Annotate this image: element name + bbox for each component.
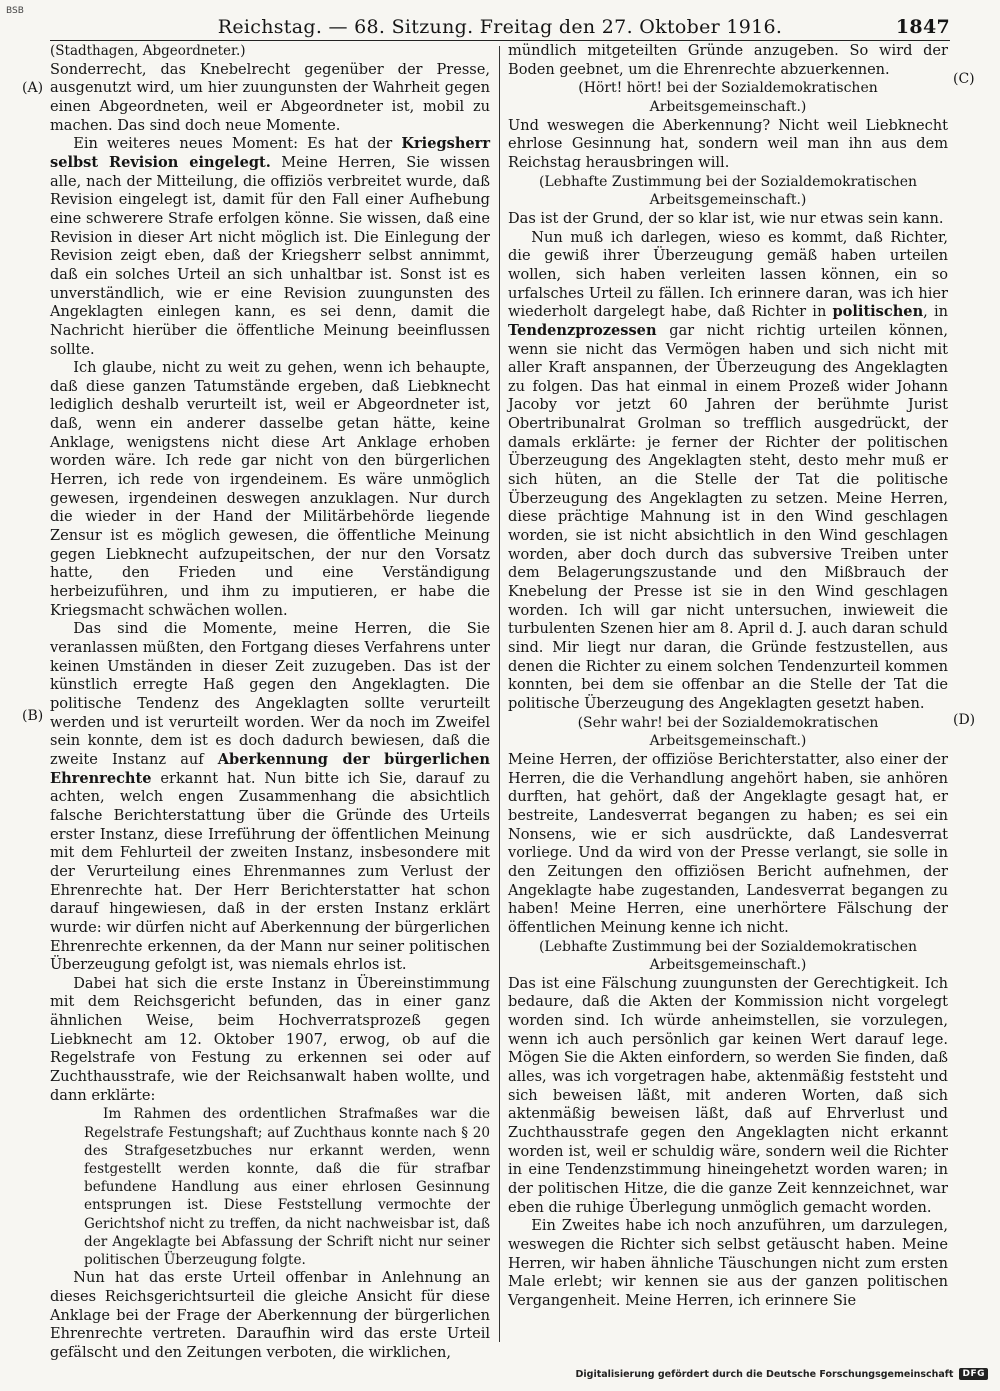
paragraph: Nun muß ich darlegen, wieso es kommt, daß Richter, die gewiß ihrer Überzeugung gemäß haben urteilen wollen, sich haben verleiten lassen können, ein so urfalsches Urteil zu fällen. Ich erinnere daran, was ich hier wiederholt dargelegt habe, daß Richter in politischen, in Tendenzprozessen gar nicht richtig urteilen können, wenn sie nicht das Vermögen haben und sich nicht mit aller Kraft anspannen, der Überzeugung des Angeklagten zu folgen. Das hat einmal in einem Prozeß wider Johann Jacoby vor jetzt 60 Jahren der berühmte Jurist Obertribunalrat Grolman so trefflich ausgedrückt, der damals erklärte: je ferner der Richter der politischen Überzeugung des Angeklagten steht, desto mehr muß er sich hüten, an die Stelle der Tat die politische Überzeugung des Angeklagten zu setzen. Meine Herren, diese prächtige Mahnung ist in den Wind geschlagen worden, sie ist nicht absichtlich in den Wind geschlagen worden, aber doch durch das subversive Treiben unter dem Belagerungszustande und den Mißbrauch der Knebelung der Presse ist sie in den Wind geschlagen worden. Ich will gar nicht untersuchen, inwieweit die turbulenten Szenen hier am 8. April d. J. auch daran schuld sind. Mir liegt nur daran, die Gründe festzustellen, aus denen die Richter zu einem solchen Tendenzurteil kommen konnten, bei dem sie offenbar an die Stelle der Tat die politische Überzeugung des Angeklagten gesetzt haben. bbox=[508, 228, 948, 712]
paragraph: mündlich mitgeteilten Gründe anzugeben. So wird der Boden geebnet, um die Ehrenrechte abzuerkennen. bbox=[508, 42, 948, 78]
emphasis: Aberkennung der bürgerlichen Ehrenrechte bbox=[50, 750, 490, 787]
footer-credit: Digitalisierung gefördert durch die Deutsche Forschungsgemeinschaft bbox=[575, 1368, 954, 1380]
column-divider bbox=[499, 46, 500, 1342]
paragraph: Das ist eine Fälschung zuungunsten der Gerechtigkeit. Ich bedaure, daß die Akten der Kommission nicht vorgelegt worden sind. Ich würde anheimstellen, sie vorzulegen, wenn ich auch persönlich gar keinen Wert darauf lege. Mögen Sie die Akten einfordern, so werden Sie finden, daß alles, was ich vorgetragen habe, aktenmäßig feststeht und sich beweisen läßt, mit anderen Worten, daß sich aktenmäßig beweisen läßt, daß auf Ehrverlust und Zuchthausstrafe gegen den Angeklagten nicht erkannt worden ist, weil er schuldig wäre, sondern weil die Richter in eine Tendenzstimmung hineingehetzt worden waren; in der politischen Hitze, die die ganze Zeit kennzeichnet, war eben die ruhige Überlegung unmöglich gemacht worden. bbox=[508, 974, 948, 1216]
margin-marker-b: (B) bbox=[22, 708, 44, 724]
emphasis: politischen bbox=[832, 303, 924, 321]
dfg-logo: DFG bbox=[959, 1368, 988, 1380]
paragraph: Ich glaube, nicht zu weit zu gehen, wenn ich behaupte, daß diese ganzen Tatumstände ergeben, daß Liebknecht lediglich deshalb verurteilt ist, weil er Abgeordneter ist, daß, wenn ein anderer dasselbe getan hätte, keine Anklage, wenigstens nicht diese Art Anklage erhoben worden wäre. Ich rede gar nicht von den bürgerlichen Herren, ich rede von irgendeinem. Es wäre unmöglich gewesen, irgendeinen deswegen anzuklagen. Nur durch die wieder in der Hand der Militärbehörde liegende Zensur ist es möglich gewesen, die öffentliche Meinung gegen Liebknecht aufzupeitschen, der nur den Vorsatz hatte, den Frieden und eine Verständigung herbeizuführen, und ihm zu imputieren, er habe die Kriegsmacht schwächen wollen. bbox=[50, 359, 490, 619]
page-number: 1847 bbox=[895, 16, 950, 38]
interjection: (Lebhafte Zustimmung bei der Sozialdemokratischen Arbeitsgemeinschaft.) bbox=[538, 938, 918, 974]
right-column bbox=[508, 42, 948, 1342]
margin-marker-d: (D) bbox=[953, 712, 976, 728]
paragraph: Und weswegen die Aberkennung? Nicht weil Liebknecht ehrlose Gesinnung hat, sondern weil man ihn aus dem Reichstag herausbringen will. bbox=[508, 116, 948, 171]
paragraph: Das sind die Momente, meine Herren, die Sie veranlassen müßten, den Fortgang dieses Verfahrens unter keinen Umständen in dieser Zeit zuzugeben. Das ist der künstlich erregte Haß gegen den Angeklagten. Die politische Tendenz des Angeklagten sollte verurteilt werden und ist verurteilt worden. Wer da noch im Zweifel sein konnte, dem ist es doch dadurch bewiesen, daß die zweite Instanz auf Aberkennung der bürgerlichen Ehrenrechte erkannt hat. Nun bitte ich Sie, darauf zu achten, welch engen Zusammenhang die absichtlich falsche Berichterstattung über die Gründe des Urteils erster Instanz, diese Irreführung der öffentlichen Meinung mit dem Fehlurteil der zweiten Instanz, insbesondere mit der Verurteilung eines Ehrenmannes zum Verlust der Ehrenrechte hat. Der Herr Berichterstatter hat schon darauf hingewiesen, daß in der ersten Instanz erklärt wurde: wir dürfen nicht auf Aberkennung der bürgerlichen Ehrenrechte erkennen, da der Mann nur seiner politischen Überzeugung gefolgt ist, was niemals ehrlos ist. bbox=[50, 620, 490, 974]
paragraph: Sonderrecht, das Knebelrecht gegenüber der Presse, ausgenutzt wird, um hier zuungunsten der Wahrheit gegen einen Abgeordneten, weil er Abgeordneter ist, mobil zu machen. Das sind doch neue Momente. bbox=[50, 60, 490, 134]
running-title: Reichstag. — 68. Sitzung. Freitag den 27. Oktober 1916. bbox=[217, 16, 783, 38]
library-stamp: BSB bbox=[6, 6, 24, 16]
paragraph: Nun hat das erste Urteil offenbar in Anlehnung an dieses Reichsgerichtsurteil die gleiche Ansicht für diese Anklage bei der Frage der Aberkennung der bürgerlichen Ehrenrechte vertreten. Daraufhin wird das erste Urteil gefälscht und den Zeitungen verboten, die wirklichen, bbox=[50, 1269, 490, 1361]
left-column bbox=[50, 42, 490, 1361]
margin-marker-a: (A) bbox=[22, 80, 44, 96]
block-quote: Im Rahmen des ordentlichen Strafmaßes war die Regelstrafe Festungshaft; auf Zuchthaus konnte nach § 20 des Strafgesetzbuches nur erkannt werden, wenn festgestellt werden konnte, daß die für strafbar befundene Handlung aus einer ehrlosen Gesinnung entsprungen ist. Diese Feststellung vermochte der Gerichtshof nicht zu treffen, da nicht nachweisbar ist, daß der Angeklagte bei Abfassung der Schrift nicht nur seiner politischen Überzeugung folgte. bbox=[84, 1106, 490, 1269]
paragraph: Meine Herren, der offiziöse Berichterstatter, also einer der Herren, die die Verhandlung angehört haben, sie anhören durften, hat gehört, daß der Angeklagte gesagt hat, er bestreite, Landesverrat begangen zu haben; es sei ein Nonsens, wie er sich ausdrückte, daß Landesverrat vorliege. Und da wird von der Presse verlangt, sie solle in den Zeitungen den offiziösen Bericht aufnehmen, der Angeklagte habe zugestanden, Landesverrat begangen zu haben! Meine Herren, eine unerhörtere Fälschung der öffentlichen Meinung kenne ich nicht. bbox=[508, 750, 948, 936]
margin-marker-c: (C) bbox=[953, 71, 975, 87]
paragraph: Dabei hat sich die erste Instanz in Übereinstimmung mit dem Reichsgericht befunden, das in einer ganz ähnlichen Weise, beim Hochverratsprozeß gegen Liebknecht am 12. Oktober 1907, erwog, ob auf die Regelstrafe von Festung zu erkennen sei oder auf Zuchthausstrafe, wie der Reichsanwalt haben wollte, und dann erklärte: bbox=[50, 974, 490, 1104]
paragraph: Ein Zweites habe ich noch anzuführen, um darzulegen, weswegen die Richter sich selbst getäuscht haben. Meine Herren, wir haben ähnliche Täuschungen nicht zum ersten Male erlebt; wir kennen sie aus der ganzen politischen Vergangenheit. Meine Herren, ich erinnere Sie bbox=[508, 1217, 948, 1309]
paragraph: Ein weiteres neues Moment: Es hat der Kriegsherr selbst Revision eingelegt. Meine Herren, Sie wissen alle, nach der Mitteilung, die offiziös verbreitet wurde, daß Revision eingelegt ist, damit für den Fall einer Aufhebung eine schwerere Strafe erfolgen könne. Sie wissen, daß eine Revision in dieser Art nicht möglich ist. Die Einlegung der Revision zeigt eben, daß der Kriegsherr selbst annimmt, daß ein solches Urteil an sich unhaltbar ist. Sonst ist es unverständlich, wie er eine Revision zuungunsten des Angeklagten einlegen kann, es sei denn, damit die Nachricht hierüber die öffentliche Meinung beeinflussen sollte. bbox=[50, 135, 490, 358]
emphasis: Kriegsherr selbst Revision eingelegt. bbox=[50, 135, 490, 171]
digitization-footer bbox=[576, 1365, 989, 1383]
speaker-attribution: (Stadthagen, Abgeordneter.) bbox=[50, 43, 246, 59]
paragraph: Das ist der Grund, der so klar ist, wie nur etwas sein kann. bbox=[508, 209, 944, 227]
interjection: (Hört! hört! bei der Sozialdemokratischen Arbeitsgemeinschaft.) bbox=[578, 80, 878, 115]
interjection: (Sehr wahr! bei der Sozialdemokratischen Arbeitsgemeinschaft.) bbox=[577, 714, 879, 750]
emphasis: Tendenzprozessen bbox=[508, 321, 657, 339]
interjection: (Lebhafte Zustimmung bei der Sozialdemokratischen Arbeitsgemeinschaft.) bbox=[538, 173, 918, 209]
page-header bbox=[50, 10, 950, 41]
